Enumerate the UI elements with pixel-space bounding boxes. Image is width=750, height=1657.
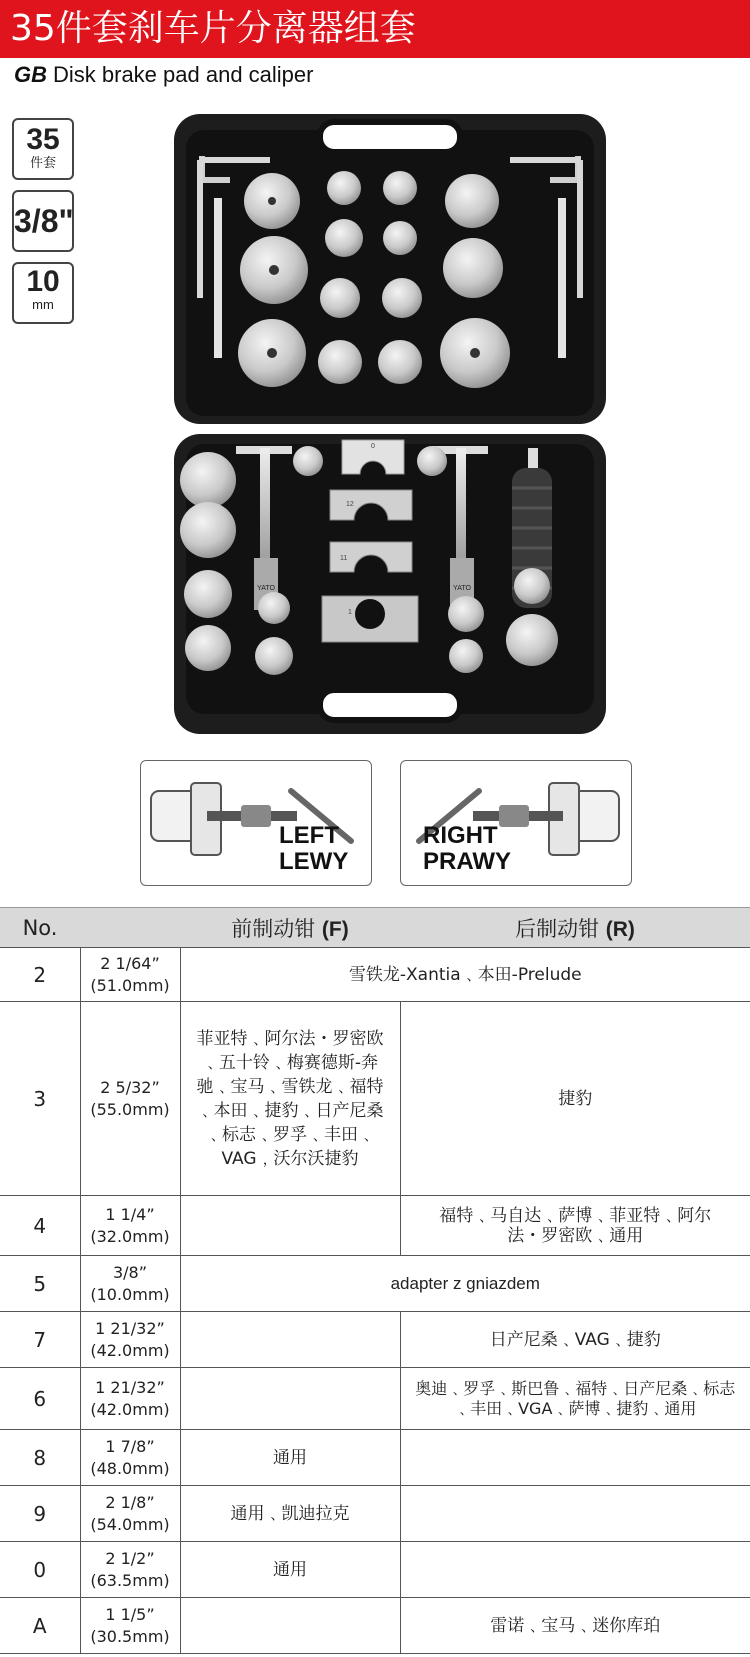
table-row: 2 2 1/64” (51.0mm) 雪铁龙-Xantia﹑本田-Prelude <box>0 948 750 1002</box>
brand-label-left: YATO <box>257 585 275 592</box>
col-no: No. <box>0 908 80 948</box>
table-row: 9 2 1/8” (54.0mm) 通用﹑凯迪拉克 <box>0 1486 750 1542</box>
right-label-en: RIGHT <box>423 822 498 849</box>
drive-size-badge <box>12 190 74 252</box>
page-title: 35件套刹车片分离器组套 <box>0 0 750 58</box>
case-handle-top <box>320 122 460 152</box>
drive-size: 3/8" <box>14 203 74 239</box>
right-label-pl: PRAWY <box>423 848 512 875</box>
left-label-pl: LEWY <box>279 848 349 875</box>
subtitle <box>14 62 313 88</box>
right-direction-panel <box>400 760 632 886</box>
left-direction-panel <box>140 760 372 886</box>
left-label-en: LEFT <box>279 822 339 849</box>
application-table <box>0 907 750 1654</box>
svg-text:11: 11 <box>340 555 348 562</box>
case-handle-bottom <box>320 690 460 720</box>
tool-case-illustration <box>170 108 610 738</box>
col-front: 前制动钳 (F) <box>180 908 400 948</box>
language-code: GB <box>14 62 47 87</box>
subtitle-text: Disk brake pad and caliper <box>53 62 314 87</box>
table-row: A 1 1/5” (30.5mm) 雷诺﹑宝马﹑迷你库珀 <box>0 1598 750 1654</box>
left-label <box>279 823 348 875</box>
svg-text:12: 12 <box>346 501 354 508</box>
svg-text:1: 1 <box>348 609 352 616</box>
brand-label-right: YATO <box>453 585 471 592</box>
right-label <box>423 823 511 875</box>
table-row: 8 1 7/8” (48.0mm) 通用 <box>0 1430 750 1486</box>
table-row: 0 2 1/2” (63.5mm) 通用 <box>0 1542 750 1598</box>
piece-count-badge <box>12 118 74 180</box>
table-row: 7 1 21/32” (42.0mm) 日产尼桑﹑VAG﹑捷豹 <box>0 1312 750 1368</box>
table-row: 6 1 21/32” (42.0mm) 奥迪﹑罗孚﹑斯巴鲁﹑福特﹑日产尼桑﹑标志﹑丰田﹑VGA﹑萨博﹑捷豹﹑通用 <box>0 1368 750 1430</box>
table-row: 5 3/8” (10.0mm) adapter z gniazdem <box>0 1256 750 1312</box>
col-rear: 后制动钳 (R) <box>400 908 750 948</box>
col-size <box>80 908 180 948</box>
socket-size-unit: mm <box>32 297 54 312</box>
svg-text:0: 0 <box>371 443 375 450</box>
table-header-row <box>0 908 750 948</box>
socket-size: 10 <box>26 265 60 298</box>
piece-count-unit: 件套 <box>29 155 56 170</box>
piece-count: 35 <box>26 123 60 156</box>
socket-size-badge <box>12 262 74 324</box>
table-row: 4 1 1/4” (32.0mm) 福特﹑马自达﹑萨博﹑菲亚特﹑阿尔法・罗密欧﹑通用 <box>0 1196 750 1256</box>
table-row: 3 2 5/32” (55.0mm) 菲亚特﹑阿尔法・罗密欧﹑五十铃﹑梅赛德斯-奔驰﹑宝马﹑雪铁龙﹑福特﹑本田﹑捷豹﹑日产尼桑﹑标志﹑罗孚﹑丰田﹑VAG﹐沃尔沃捷豹 捷豹 <box>0 1002 750 1196</box>
